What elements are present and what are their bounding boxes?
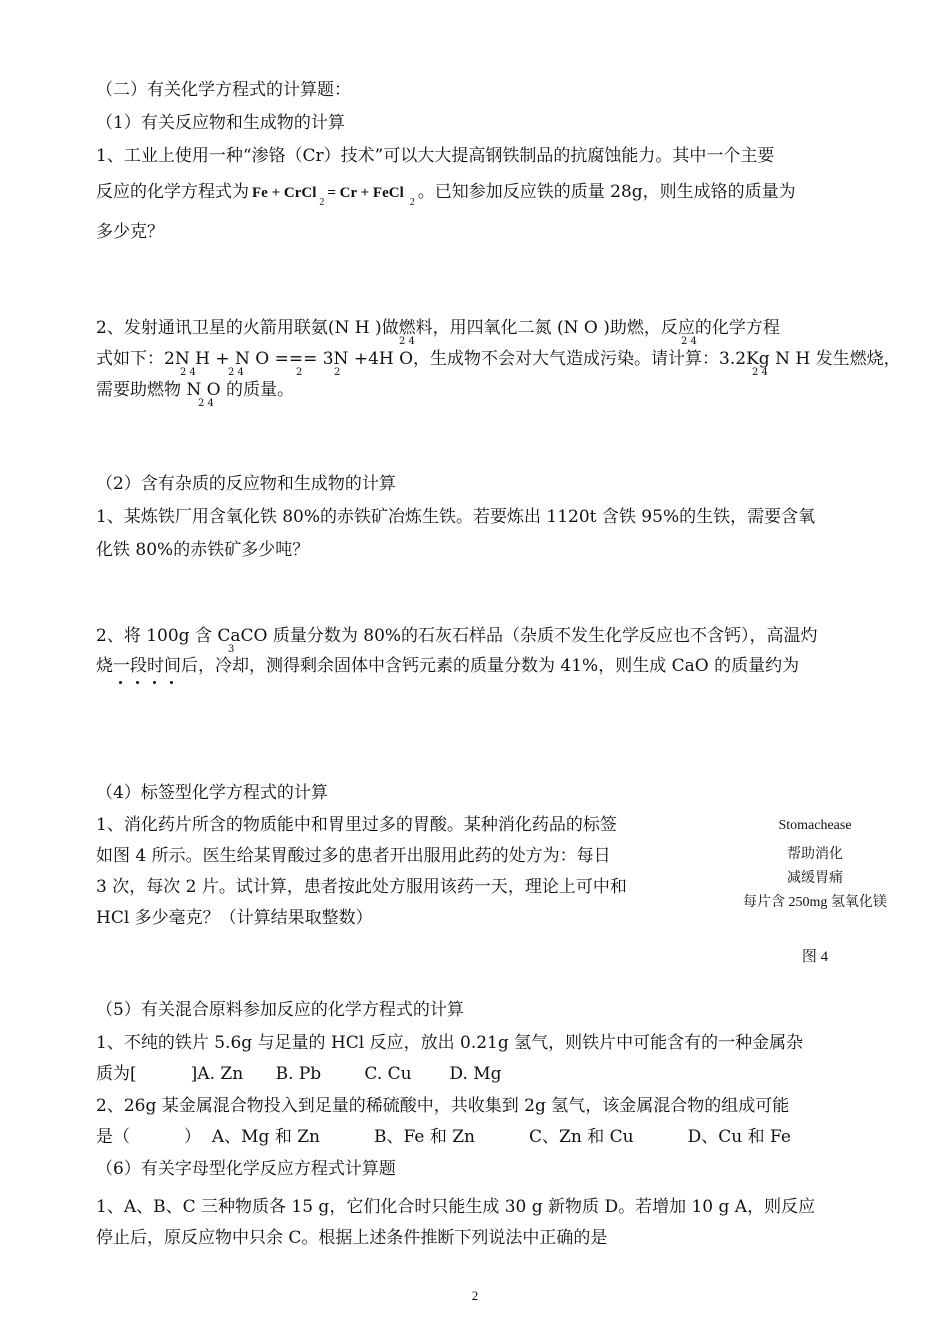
q1-line-2-text-b: 。已知参加反应铁的质量 28g，则生成铬的质量为 (417, 182, 796, 202)
q6-line-2: 质为[ ]A. Zn B. Pb C. Cu D. Mg (96, 1064, 502, 1084)
q8-line-2: 停止后，原反应物中只余 C。根据上述条件推断下列说法中正确的是 (96, 1228, 608, 1248)
q1-line-3: 多少克？ (96, 222, 164, 242)
q2-line-2: 式如下：2N H + N O === 3N +4H O，生成物不会对大气造成污染。请计算：3.2Kg N H 发生燃烧， (96, 349, 901, 369)
equation-part-a: Fe + CrCl (252, 185, 317, 201)
q2-subscript: 2 (296, 367, 303, 378)
emphasis-dot (170, 681, 173, 684)
q5-line-4: HCl 多少毫克？（计算结果取整数） (96, 908, 373, 928)
subsection-2-title: （2）含有杂质的反应物和生成物的计算 (96, 474, 396, 494)
q1-line-1: 1、工业上使用一种“渗铬（Cr）技术”可以大大提高钢铁制品的抗腐蚀能力。其中一个主要 (96, 146, 775, 166)
q2-subscript: 2 4 (681, 336, 697, 347)
q5-line-3: 3 次，每次 2 片。试计算，患者按此处方服用该药一天，理论上可中和 (96, 877, 627, 897)
q2-subscript: 2 (334, 367, 341, 378)
q7-line-2: 是（ ） A、Mg 和 Zn B、Fe 和 Zn C、Zn 和 Cu D、Cu 和 Fe (96, 1127, 791, 1147)
equation (252, 185, 418, 208)
page-number: 2 (471, 1288, 479, 1303)
label-line-2: 减缓胃痛 (787, 871, 843, 886)
label-product-name: Stomachease (778, 818, 852, 833)
q2-line-3: 需要助燃物 N O 的质量。 (96, 380, 295, 400)
q2-subscript: 2 4 (198, 398, 214, 409)
q5-line-1: 1、消化药片所含的物质能中和胃里过多的胃酸。某种消化药品的标签 (96, 815, 617, 835)
equation-subscript-a: 2 (319, 197, 325, 208)
q4-subscript: 3 (228, 644, 235, 655)
q2-subscript: 2 4 (399, 336, 415, 347)
q2-subscript: 2 4 (228, 367, 244, 378)
q5-line-2: 如图 4 所示。医生给某胃酸过多的患者开出服用此药的处方为：每日 (96, 846, 611, 866)
emphasis-dot (136, 681, 139, 684)
q2-line-1: 2、发射通讯卫星的火箭用联氨(N H )做燃料，用四氧化二氮 (N O )助燃，反应的化学方程 (96, 318, 780, 338)
figure-caption: 图 4 (801, 949, 829, 965)
q4-line-1: 2、将 100g 含 CaCO 质量分数为 80%的石灰石样品（杂质不发生化学反应也不含钙），高温灼 (96, 626, 818, 646)
q6-line-1: 1、不纯的铁片 5.6g 与足量的 HCl 反应，放出 0.21g 氢气，则铁片中可能含有的一种金属杂 (96, 1033, 804, 1053)
label-line-3: 每片含 250mg 氢氧化镁 (743, 895, 887, 910)
q7-line-1: 2、26g 某金属混合物投入到足量的稀硫酸中，共收集到 2g 氢气，该金属混合物的组成可能 (96, 1096, 790, 1116)
subsection-6-title: （6）有关字母型化学反应方程式计算题 (96, 1159, 396, 1179)
equation-subscript-b: 2 (409, 197, 415, 208)
emphasis-dot (153, 681, 156, 684)
q8-line-1: 1、A、B、C 三种物质各 15 g，它们化合时只能生成 30 g 新物质 D。若增加 10 g A，则反应 (96, 1197, 816, 1217)
q4-line-2: 烧一段时间后，冷却，测得剩余固体中含钙元素的质量分数为 41%，则生成 CaO 的质量约为 (96, 656, 800, 676)
q3-line-1: 1、某炼铁厂用含氧化铁 80%的赤铁矿冶炼生铁。若要炼出 1120t 含铁 95%的生铁，需要含氧 (96, 507, 816, 527)
q2-subscript: 2 4 (752, 367, 768, 378)
q1-line-2-text-a: 反应的化学方程式为 (96, 182, 249, 202)
equation-part-b: = Cr + FeCl (327, 185, 404, 201)
label-line-1: 帮助消化 (787, 847, 843, 862)
q1-line-2 (96, 182, 796, 208)
q3-line-2: 化铁 80%的赤铁矿多少吨？ (96, 540, 310, 560)
emphasis-dot (119, 681, 122, 684)
section-2-title: （二）有关化学方程式的计算题： (96, 80, 351, 100)
subsection-5-title: （5）有关混合原料参加反应的化学方程式的计算 (96, 1000, 464, 1020)
subsection-4-title: （4）标签型化学方程式的计算 (96, 783, 328, 803)
q2-subscript: 2 4 (180, 367, 196, 378)
subsection-1-title: （1）有关反应物和生成物的计算 (96, 113, 345, 133)
